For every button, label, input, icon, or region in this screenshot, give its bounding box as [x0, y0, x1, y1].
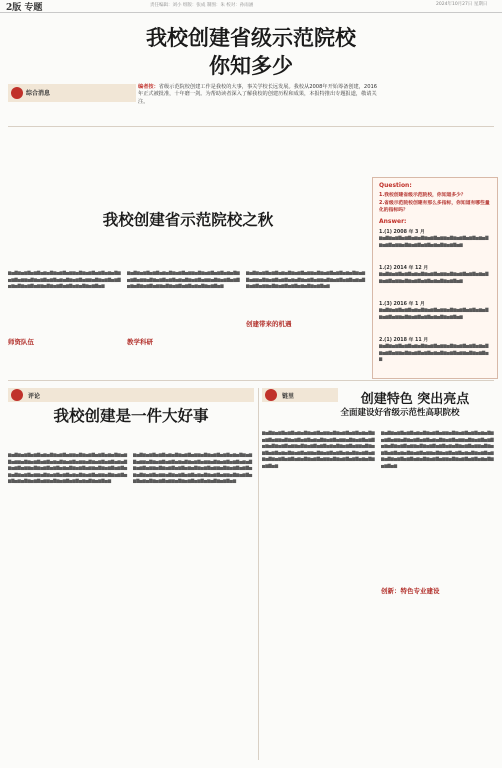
qa-a1: 1.(1) 2008 年 3 月 [379, 230, 425, 235]
commentary-title: 我校创建是一件大好事 [53, 406, 209, 425]
lead-body-col3: ▆▅▇▆▅▆▇▅▆▇▅▆▅▇▆▅▆▇▅▆▆▅▇▆▅▆▇▅▆▇▅▆▅▇▆▅▆▇▅▆▆▅▇▆▅▆▇▅▆▇▅▆▅▇▆▅▆▇▅▆▆▅▇▆▅▆▇▅▆▇▅▆▅▇▆▅▆▇▅▆▆▅▇▆▅▆▇▅▆▇▅▆▅▇▆▅▆▇▅▆ [246, 270, 366, 289]
deck-tag: 综合消息 [26, 90, 51, 97]
lead-body-col1: ▆▅▇▆▅▆▇▅▆▇▅▆▅▇▆▅▆▇▅▆▆▅▇▆▅▆▇▅▆▇▅▆▅▇▆▅▆▇▅▆▆▅▇▆▅▆▇▅▆▇▅▆▅▇▆▅▆▇▅▆▆▅▇▆▅▆▇▅▆▇▅▆▅▇▆▅▆▇▅▆▆▅▇▆▅▆▇▅▆▇▅▆▅▇▆▅▆▇▅▆ [8, 270, 121, 289]
feature-title-line2: 全面建设好省级示范性高职院校 [340, 408, 460, 418]
editor-note: 省级示范院校创建工作是我校的大事，事关学校长远发展。我校从2008年开始筹备创建，2016年正式被批准，十年磨一剑。为帮助读者深入了解我校的创建历程和成果，本报特推出专题报道，敬请关注。 [138, 84, 378, 105]
feature-subhead: 创新：特色专业建设 [381, 587, 440, 595]
comment-icon [11, 389, 23, 401]
qa-q1: 1.我校创建省级示范院校，你知道多少？ [379, 193, 466, 198]
question-label: Question: [379, 182, 412, 189]
feature-icon [265, 389, 277, 401]
feature-label: 链里 [282, 393, 295, 400]
deck-band [8, 84, 494, 128]
issue-date: 2024年10月27日 星期日 [436, 2, 488, 7]
qa-a2: 1.(2) 2014 年 12 月 [379, 266, 429, 271]
news-icon [11, 87, 23, 99]
qa-box: Question: 1.我校创建省级示范院校，你知道多少？ 2.省级示范院校创建有那么多指标，你知道有哪些量化的指标吗？ Answer: 1.(1) 2008 年 3 月 ▆▅▇▆▅▆▇▅▆▇▅▆▅▇▆▅▆▇▅▆▆▅▇▆▅▆▇▅▆▇▅▆▅▇▆▅▆▇▅▆▆▅▇▆▅▆▇▅▆▇▅▆▅▇▆▅▆▇▅▆ 1.(2) 2014 年 12 月 ▆▅▇▆▅▆▇▅▆▇▅▆▅▇▆▅▆▇▅▆▆▅▇▆▅▆▇▅▆▇▅▆▅▇▆▅▆▇▅▆▆▅▇▆▅▆▇▅▆▇▅▆▅▇▆▅▆▇▅▆ 1.(3) 2016 年 1 月 ▆▅▇▆▅▆▇▅▆▇▅▆▅▇▆▅▆▇▅▆▆▅▇▆▅▆▇▅▆▇▅▆▅▇▆▅▆▇▅▆▆▅▇▆▅▆▇▅▆▇▅▆▅▇▆▅▆▇▅▆ 2.(1) 2018 年 11 月 ▆▅▇▆▅▆▇▅▆▇▅▆▅▇▆▅▆▇▅▆▆▅▇▆▅▆▇▅▆▇▅▆▅▇▆▅▆▇▅▆▆▅▇▆▅▆▇▅▆▇▅▆▅▇▆▅▆▇▅▆▆▅▇▆▅▆▇▅▆ [372, 177, 498, 379]
answer-label: Answer: [379, 218, 407, 225]
commentary-body-col2: ▆▅▇▆▅▆▇▅▆▇▅▆▅▇▆▅▆▇▅▆▆▅▇▆▅▆▇▅▆▇▅▆▅▇▆▅▆▇▅▆▆▅▇▆▅▆▇▅▆▇▅▆▅▇▆▅▆▇▅▆▆▅▇▆▅▆▇▅▆▇▅▆▅▇▆▅▆▇▅▆▆▅▇▆▅▆▇▅▆▇▅▆▅▇▆▅▆▇▅▆▆▅▇▆▅▆▇▅▆▇▅▆▅▇▆▅▆▇▅▆▆▅▇▆▅▆▇▅▆▇▅▆▅▇▆▅▆▇▅▆▆▅▇▆▅▆▇▅▆▇▅▆▅▇▆▅▆▇▅▆▆▅▇▆▅▆▇▅▆▇▅▆▅▇▆▅▆▇▅▆ [133, 452, 253, 484]
lead-sub-teachers: 师资队伍 [8, 338, 34, 346]
section-info: 责任编辑：刘小 组版：张成 制图：朱 校对：孙雨涵 [150, 3, 254, 8]
lead-sub-research: 教学科研 [127, 338, 153, 346]
commentary-band [8, 388, 254, 402]
editor-note-label: 编者按： [138, 84, 159, 90]
lead-body-col2: ▆▅▇▆▅▆▇▅▆▇▅▆▅▇▆▅▆▇▅▆▆▅▇▆▅▆▇▅▆▇▅▆▅▇▆▅▆▇▅▆▆▅▇▆▅▆▇▅▆▇▅▆▅▇▆▅▆▇▅▆▆▅▇▆▅▆▇▅▆▇▅▆▅▇▆▅▆▇▅▆▆▅▇▆▅▆▇▅▆▇▅▆▅▇▆▅▆▇▅▆ [127, 270, 240, 289]
qa-a4: 2.(1) 2018 年 11 月 [379, 338, 429, 343]
feature-body-col2: ▆▅▇▆▅▆▇▅▆▇▅▆▅▇▆▅▆▇▅▆▆▅▇▆▅▆▇▅▆▇▅▆▅▇▆▅▆▇▅▆▆▅▇▆▅▆▇▅▆▇▅▆▅▇▆▅▆▇▅▆▆▅▇▆▅▆▇▅▆▇▅▆▅▇▆▅▆▇▅▆▆▅▇▆▅▆▇▅▆▇▅▆▅▇▆▅▆▇▅▆▆▅▇▆▅▆▇▅▆▇▅▆▅▇▆▅▆▇▅▆▆▅▇▆▅▆▇▅▆▇▅▆▅▇▆▅▆▇▅▆▆▅▇▆▅▆▇▅▆▇▅▆▅▇▆▅▆▇▅▆▆▅▇▆▅▆▇▅▆▇▅▆▅▇▆▅▆▇▅▆ [381, 430, 494, 468]
lead-story-title: 我校创建省示范院校之秋 [102, 210, 274, 229]
commentary-body-col1: ▆▅▇▆▅▆▇▅▆▇▅▆▅▇▆▅▆▇▅▆▆▅▇▆▅▆▇▅▆▇▅▆▅▇▆▅▆▇▅▆▆▅▇▆▅▆▇▅▆▇▅▆▅▇▆▅▆▇▅▆▆▅▇▆▅▆▇▅▆▇▅▆▅▇▆▅▆▇▅▆▆▅▇▆▅▆▇▅▆▇▅▆▅▇▆▅▆▇▅▆▆▅▇▆▅▆▇▅▆▇▅▆▅▇▆▅▆▇▅▆▆▅▇▆▅▆▇▅▆▇▅▆▅▇▆▅▆▇▅▆▆▅▇▆▅▆▇▅▆▇▅▆▅▇▆▅▆▇▅▆▆▅▇▆▅▆▇▅▆▇▅▆▅▇▆▅▆▇▅▆ [8, 452, 128, 484]
feature-title-line1: 创建特色 突出亮点 [360, 392, 470, 407]
qa-a3: 1.(3) 2016 年 1 月 [379, 302, 425, 307]
masthead-bar [0, 0, 502, 13]
commentary-label: 评论 [28, 393, 41, 400]
feature-body-col1: ▆▅▇▆▅▆▇▅▆▇▅▆▅▇▆▅▆▇▅▆▆▅▇▆▅▆▇▅▆▇▅▆▅▇▆▅▆▇▅▆▆▅▇▆▅▆▇▅▆▇▅▆▅▇▆▅▆▇▅▆▆▅▇▆▅▆▇▅▆▇▅▆▅▇▆▅▆▇▅▆▆▅▇▆▅▆▇▅▆▇▅▆▅▇▆▅▆▇▅▆▆▅▇▆▅▆▇▅▆▇▅▆▅▇▆▅▆▇▅▆▆▅▇▆▅▆▇▅▆▇▅▆▅▇▆▅▆▇▅▆▆▅▇▆▅▆▇▅▆▇▅▆▅▇▆▅▆▇▅▆▆▅▇▆▅▆▇▅▆▇▅▆▅▇▆▅▆▇▅▆ [262, 430, 375, 468]
qa-q2: 2.省级示范院校创建有那么多指标，你知道有哪些量化的指标吗？ [379, 201, 490, 213]
page-number: 2版 专题 [6, 3, 43, 13]
feature-band [262, 388, 338, 402]
main-title-line1: 我校创建省级示范院校 [146, 25, 356, 50]
main-title-line2: 你知多少 [209, 53, 293, 78]
lead-sub-opportunity: 创建带来的机遇 [246, 320, 292, 328]
